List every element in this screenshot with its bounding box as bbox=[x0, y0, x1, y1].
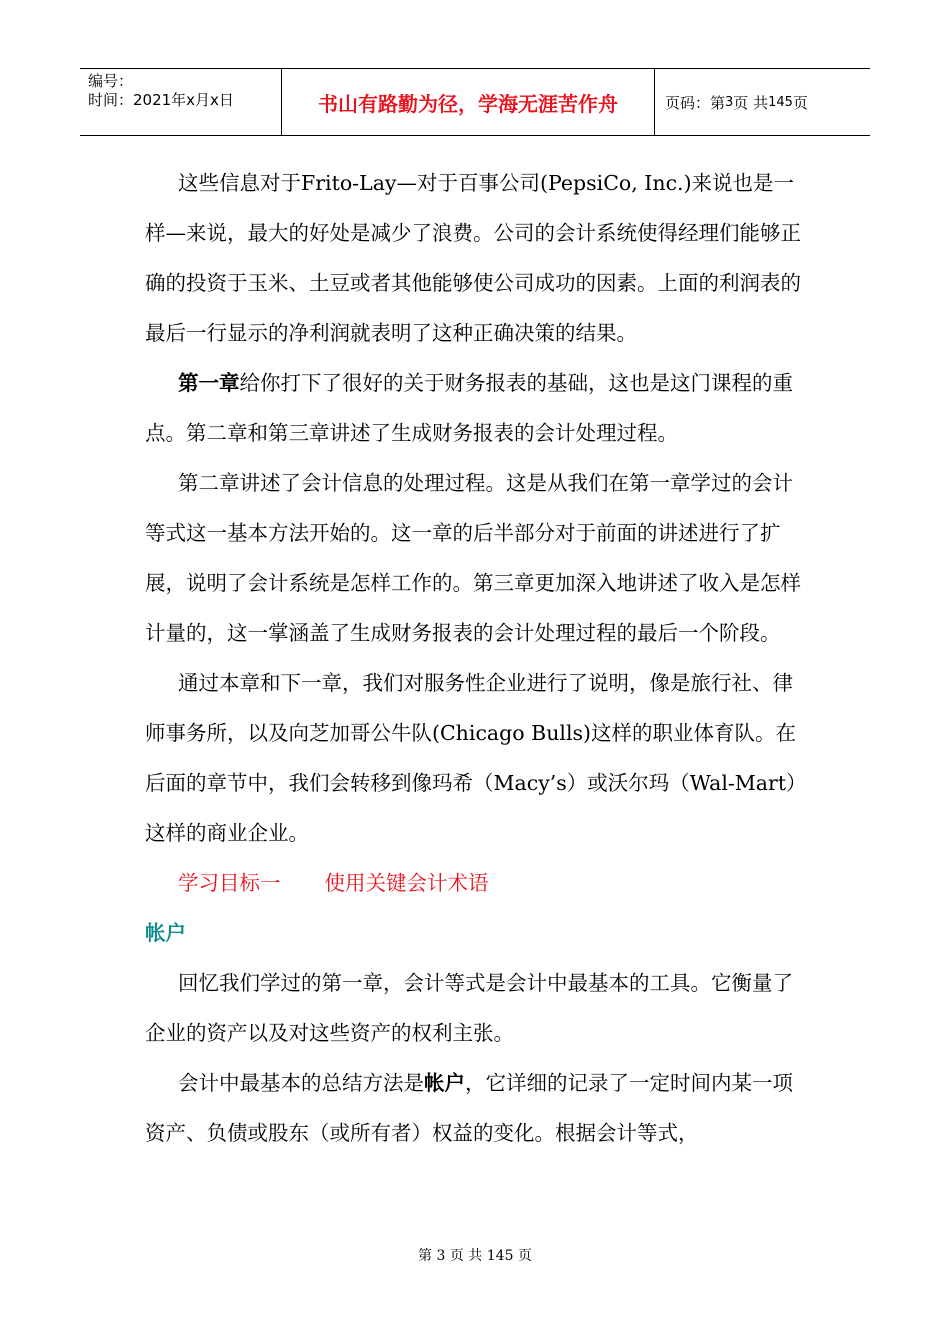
footer-page-number: 第 3 页 共 145 页 bbox=[418, 1248, 532, 1264]
paragraph-1: 这些信息对于Frito-Lay—对于百事公司(PepsiCo, Inc.)来说也是一样—来说，最大的好处是减少了浪费。公司的会计系统使得经理们能够正确的投资于玉米、土豆或者其他能够使公司成功的因素。上面的利润表的最后一行显示的净利润就表明了这种正确决策的结果。 bbox=[145, 171, 801, 345]
header-page-prefix: 页码：第 bbox=[665, 93, 726, 112]
paragraph-6-pre: 会计中最基本的总结方法是 bbox=[178, 1071, 424, 1095]
header-page-info bbox=[655, 69, 870, 135]
paragraph-6-bold: 帐户 bbox=[424, 1071, 465, 1095]
paragraph-3: 第二章讲述了会计信息的处理过程。这是从我们在第一章学过的会计等式这一基本方法开始的。这一章的后半部分对于前面的讲述进行了扩展，说明了会计系统是怎样工作的。第三章更加深入地讲述了收入是怎样计量的，这一掌涵盖了生成财务报表的会计处理过程的最后一个阶段。 bbox=[145, 471, 801, 645]
objective-text: 使用关键会计术语 bbox=[324, 871, 489, 895]
page-footer bbox=[0, 1245, 950, 1265]
learning-objective bbox=[145, 858, 805, 908]
header-page-suffix: 页 bbox=[792, 93, 808, 112]
paragraph-6-post: ，它详细的记录了一定时间内某一项资产、负债或股东（或所有者）权益的变化。根据会计等式， bbox=[145, 1071, 793, 1145]
header-page-mid: 页 共 bbox=[733, 93, 769, 112]
header-page-num: 3 bbox=[725, 94, 734, 110]
page-header bbox=[80, 68, 870, 136]
paragraph-2-bold: 第一章 bbox=[178, 371, 240, 395]
header-date-label: 时间：2021年x月x日 bbox=[88, 91, 234, 109]
document-body bbox=[145, 158, 805, 1158]
objective-label: 学习目标一 bbox=[178, 871, 281, 895]
paragraph-6 bbox=[145, 1058, 805, 1158]
header-number-label: 编号： bbox=[88, 72, 134, 90]
section-title: 帐户 bbox=[145, 921, 186, 945]
paragraph-5: 回忆我们学过的第一章，会计等式是会计中最基本的工具。它衡量了企业的资产以及对这些资产的权利主张。 bbox=[145, 971, 793, 1045]
header-meta-cell bbox=[80, 69, 282, 135]
paragraph-2-text: 给你打下了很好的关于财务报表的基础，这也是这门课程的重点。第二章和第三章讲述了生成财务报表的会计处理过程。 bbox=[145, 371, 793, 445]
header-motto-text: 书山有路勤为径，学海无涯苦作舟 bbox=[318, 91, 618, 116]
paragraph-4: 通过本章和下一章，我们对服务性企业进行了说明，像是旅行社、律师事务所，以及向芝加哥公牛队(Chicago Bulls)这样的职业体育队。在后面的章节中，我们会转移到像玛希（Macy’s）或沃尔玛（Wal-Mart）这样的商业企业。 bbox=[145, 671, 797, 845]
paragraph-2 bbox=[145, 358, 805, 458]
header-page-total: 145 bbox=[768, 94, 793, 110]
header-motto bbox=[282, 69, 655, 135]
